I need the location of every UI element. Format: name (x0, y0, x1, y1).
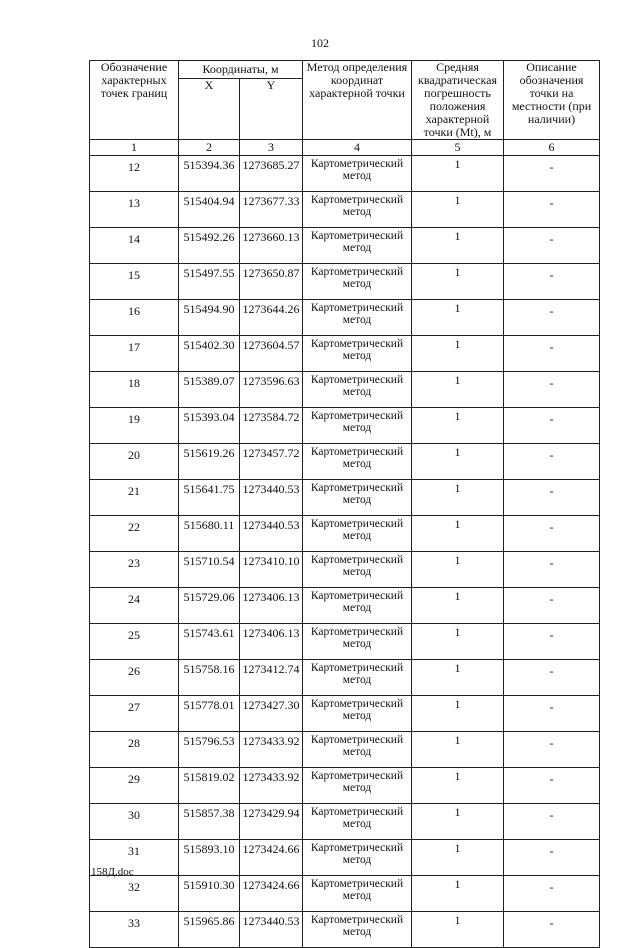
description-cell: - (504, 912, 600, 948)
method-cell: Картометрический метод (303, 804, 412, 840)
column-number: 3 (240, 140, 303, 156)
header-y: Y (240, 78, 303, 139)
y-coordinate-cell: 1273457.72 (240, 444, 303, 480)
table-row (90, 444, 600, 480)
point-id-cell: 31 (90, 840, 179, 876)
x-coordinate-cell: 515404.94 (179, 192, 240, 228)
description-cell: - (504, 372, 600, 408)
point-id-cell: 18 (90, 372, 179, 408)
point-id-cell: 33 (90, 912, 179, 948)
description-cell: - (504, 588, 600, 624)
point-id-cell: 26 (90, 660, 179, 696)
y-coordinate-cell: 1273685.27 (240, 156, 303, 192)
x-coordinate-cell: 515857.38 (179, 804, 240, 840)
description-cell: - (504, 552, 600, 588)
point-id-cell: 23 (90, 552, 179, 588)
table-row (90, 912, 600, 948)
column-number-row (90, 140, 600, 156)
point-id-cell: 12 (90, 156, 179, 192)
x-coordinate-cell: 515743.61 (179, 624, 240, 660)
method-cell: Картометрический метод (303, 840, 412, 876)
error-cell: 1 (412, 264, 504, 300)
description-cell: - (504, 228, 600, 264)
y-coordinate-cell: 1273584.72 (240, 408, 303, 444)
description-cell: - (504, 408, 600, 444)
y-coordinate-cell: 1273677.33 (240, 192, 303, 228)
coordinates-table (89, 60, 600, 948)
table-row (90, 552, 600, 588)
point-id-cell: 21 (90, 480, 179, 516)
y-coordinate-cell: 1273644.26 (240, 300, 303, 336)
error-cell: 1 (412, 480, 504, 516)
y-coordinate-cell: 1273596.63 (240, 372, 303, 408)
x-coordinate-cell: 515758.16 (179, 660, 240, 696)
x-coordinate-cell: 515729.06 (179, 588, 240, 624)
table-body (90, 156, 600, 948)
table-row (90, 588, 600, 624)
y-coordinate-cell: 1273424.66 (240, 840, 303, 876)
description-cell: - (504, 768, 600, 804)
x-coordinate-cell: 515402.30 (179, 336, 240, 372)
table-row (90, 228, 600, 264)
table-row (90, 156, 600, 192)
method-cell: Картометрический метод (303, 156, 412, 192)
x-coordinate-cell: 515910.30 (179, 876, 240, 912)
method-cell: Картометрический метод (303, 912, 412, 948)
y-coordinate-cell: 1273440.53 (240, 912, 303, 948)
x-coordinate-cell: 515497.55 (179, 264, 240, 300)
description-cell: - (504, 192, 600, 228)
method-cell: Картометрический метод (303, 336, 412, 372)
x-coordinate-cell: 515965.86 (179, 912, 240, 948)
error-cell: 1 (412, 372, 504, 408)
point-id-cell: 29 (90, 768, 179, 804)
point-id-cell: 19 (90, 408, 179, 444)
x-coordinate-cell: 515893.10 (179, 840, 240, 876)
x-coordinate-cell: 515778.01 (179, 696, 240, 732)
x-coordinate-cell: 515710.54 (179, 552, 240, 588)
error-cell: 1 (412, 552, 504, 588)
x-coordinate-cell: 515492.26 (179, 228, 240, 264)
error-cell: 1 (412, 336, 504, 372)
header-error: Средняя квадратическая погрешность положения характерной точки (Mt), м (412, 61, 504, 140)
y-coordinate-cell: 1273650.87 (240, 264, 303, 300)
point-id-cell: 17 (90, 336, 179, 372)
header-point: Обозначение характерных точек границ (90, 61, 179, 140)
point-id-cell: 28 (90, 732, 179, 768)
method-cell: Картометрический метод (303, 228, 412, 264)
description-cell: - (504, 660, 600, 696)
method-cell: Картометрический метод (303, 516, 412, 552)
method-cell: Картометрический метод (303, 696, 412, 732)
error-cell: 1 (412, 768, 504, 804)
y-coordinate-cell: 1273412.74 (240, 660, 303, 696)
x-coordinate-cell: 515619.26 (179, 444, 240, 480)
error-cell: 1 (412, 804, 504, 840)
description-cell: - (504, 480, 600, 516)
method-cell: Картометрический метод (303, 264, 412, 300)
description-cell: - (504, 624, 600, 660)
method-cell: Картометрический метод (303, 408, 412, 444)
header-coordinates: Координаты, м (179, 61, 303, 79)
description-cell: - (504, 444, 600, 480)
point-id-cell: 16 (90, 300, 179, 336)
method-cell: Картометрический метод (303, 624, 412, 660)
table-row (90, 804, 600, 840)
error-cell: 1 (412, 732, 504, 768)
point-id-cell: 22 (90, 516, 179, 552)
x-coordinate-cell: 515394.36 (179, 156, 240, 192)
y-coordinate-cell: 1273440.53 (240, 516, 303, 552)
error-cell: 1 (412, 192, 504, 228)
error-cell: 1 (412, 876, 504, 912)
x-coordinate-cell: 515389.07 (179, 372, 240, 408)
table-row (90, 516, 600, 552)
method-cell: Картометрический метод (303, 768, 412, 804)
header-method: Метод определения координат характерной точки (303, 61, 412, 140)
table-row (90, 372, 600, 408)
error-cell: 1 (412, 156, 504, 192)
error-cell: 1 (412, 588, 504, 624)
table-row (90, 480, 600, 516)
error-cell: 1 (412, 912, 504, 948)
x-coordinate-cell: 515819.02 (179, 768, 240, 804)
point-id-cell: 32 (90, 876, 179, 912)
method-cell: Картометрический метод (303, 552, 412, 588)
y-coordinate-cell: 1273433.92 (240, 768, 303, 804)
point-id-cell: 24 (90, 588, 179, 624)
y-coordinate-cell: 1273433.92 (240, 732, 303, 768)
point-id-cell: 15 (90, 264, 179, 300)
header-description: Описание обозначения точки на местности (при наличии) (504, 61, 600, 140)
error-cell: 1 (412, 516, 504, 552)
description-cell: - (504, 876, 600, 912)
description-cell: - (504, 804, 600, 840)
footer-filename: 158Д.doc (91, 866, 134, 878)
column-number: 2 (179, 140, 240, 156)
x-coordinate-cell: 515393.04 (179, 408, 240, 444)
table-row (90, 300, 600, 336)
table-row (90, 624, 600, 660)
point-id-cell: 20 (90, 444, 179, 480)
description-cell: - (504, 732, 600, 768)
point-id-cell: 25 (90, 624, 179, 660)
description-cell: - (504, 840, 600, 876)
table-row (90, 876, 600, 912)
y-coordinate-cell: 1273429.94 (240, 804, 303, 840)
y-coordinate-cell: 1273406.13 (240, 588, 303, 624)
error-cell: 1 (412, 624, 504, 660)
y-coordinate-cell: 1273440.53 (240, 480, 303, 516)
description-cell: - (504, 300, 600, 336)
x-coordinate-cell: 515641.75 (179, 480, 240, 516)
y-coordinate-cell: 1273604.57 (240, 336, 303, 372)
table-row (90, 696, 600, 732)
description-cell: - (504, 696, 600, 732)
table-row (90, 732, 600, 768)
column-number: 1 (90, 140, 179, 156)
y-coordinate-cell: 1273424.66 (240, 876, 303, 912)
table-row (90, 264, 600, 300)
error-cell: 1 (412, 660, 504, 696)
method-cell: Картометрический метод (303, 588, 412, 624)
error-cell: 1 (412, 408, 504, 444)
point-id-cell: 13 (90, 192, 179, 228)
table-row (90, 840, 600, 876)
method-cell: Картометрический метод (303, 732, 412, 768)
table-row (90, 408, 600, 444)
error-cell: 1 (412, 840, 504, 876)
column-number: 6 (504, 140, 600, 156)
method-cell: Картометрический метод (303, 876, 412, 912)
table-row (90, 192, 600, 228)
column-number: 5 (412, 140, 504, 156)
method-cell: Картометрический метод (303, 660, 412, 696)
method-cell: Картометрический метод (303, 480, 412, 516)
y-coordinate-cell: 1273660.13 (240, 228, 303, 264)
y-coordinate-cell: 1273406.13 (240, 624, 303, 660)
description-cell: - (504, 264, 600, 300)
point-id-cell: 27 (90, 696, 179, 732)
header-x: X (179, 78, 240, 139)
error-cell: 1 (412, 696, 504, 732)
method-cell: Картометрический метод (303, 444, 412, 480)
x-coordinate-cell: 515494.90 (179, 300, 240, 336)
point-id-cell: 14 (90, 228, 179, 264)
error-cell: 1 (412, 444, 504, 480)
description-cell: - (504, 156, 600, 192)
x-coordinate-cell: 515796.53 (179, 732, 240, 768)
method-cell: Картометрический метод (303, 372, 412, 408)
column-number: 4 (303, 140, 412, 156)
x-coordinate-cell: 515680.11 (179, 516, 240, 552)
method-cell: Картометрический метод (303, 192, 412, 228)
table-row (90, 660, 600, 696)
table-row (90, 768, 600, 804)
error-cell: 1 (412, 300, 504, 336)
description-cell: - (504, 516, 600, 552)
table-row (90, 336, 600, 372)
y-coordinate-cell: 1273410.10 (240, 552, 303, 588)
page-number: 102 (311, 36, 329, 50)
description-cell: - (504, 336, 600, 372)
method-cell: Картометрический метод (303, 300, 412, 336)
error-cell: 1 (412, 228, 504, 264)
y-coordinate-cell: 1273427.30 (240, 696, 303, 732)
point-id-cell: 30 (90, 804, 179, 840)
